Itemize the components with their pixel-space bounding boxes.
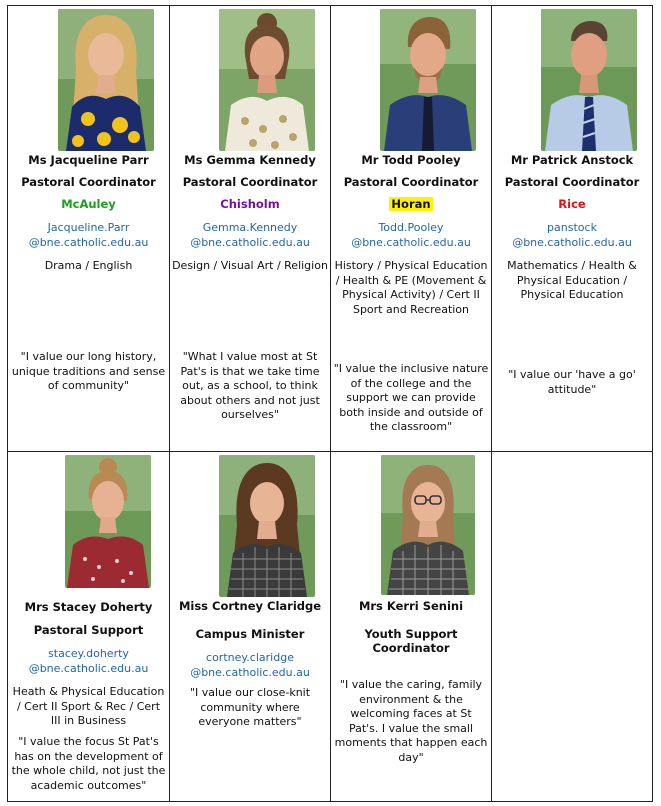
staff-card <box>331 452 492 802</box>
staff-email[interactable] <box>492 220 652 250</box>
staff-quote: "I value the caring, family environment & the welcoming faces at St Pat's. I value the small moments that happen each day" <box>334 678 488 764</box>
house-name: Horan <box>391 197 431 211</box>
staff-subjects: Mathematics / Health & Physical Education / Physical Education <box>507 259 637 301</box>
email-user[interactable]: panstock <box>547 221 597 234</box>
staff-quote: "I value our long history, unique traditions and sense of community" <box>11 350 166 392</box>
staff-card <box>170 6 331 452</box>
staff-email[interactable] <box>170 650 330 680</box>
staff-name: Miss Cortney Claridge <box>178 599 322 613</box>
house-name: Rice <box>558 197 586 211</box>
email-domain[interactable]: @bne.catholic.edu.au <box>190 236 310 249</box>
staff-role: Pastoral Coordinator <box>21 175 156 189</box>
staff-quote: "I value the focus St Pat's has on the development of the whole child, not just the academic outcomes" <box>11 735 166 792</box>
staff-photo-doherty <box>65 455 151 588</box>
staff-photo-senini <box>381 455 475 595</box>
email-domain[interactable]: @bne.catholic.edu.au <box>28 662 149 675</box>
staff-subjects: Heath & Physical Education / Cert II Sport & Rec / Cert III in Business <box>12 685 165 727</box>
staff-card <box>8 452 170 802</box>
staff-subjects: Design / Visual Art / Religion <box>172 259 328 272</box>
staff-photo-anstock <box>541 9 637 151</box>
email-domain[interactable]: @bne.catholic.edu.au <box>351 236 471 249</box>
staff-name: Mrs Kerri Senini <box>358 599 464 613</box>
email-user[interactable]: Jacqueline.Parr <box>47 221 130 234</box>
staff-photo-claridge <box>219 455 315 597</box>
staff-role: Pastoral Support <box>33 623 144 637</box>
staff-card <box>8 6 170 452</box>
staff-card <box>492 6 653 452</box>
email-user[interactable]: stacey.doherty <box>48 647 129 660</box>
house-name: McAuley <box>61 197 116 211</box>
staff-name: Mrs Stacey Doherty <box>24 600 153 614</box>
staff-email[interactable] <box>8 646 169 676</box>
staff-email[interactable] <box>8 220 169 250</box>
staff-name: Ms Gemma Kennedy <box>184 153 316 167</box>
staff-photo-parr <box>58 9 154 151</box>
staff-email[interactable] <box>331 220 491 250</box>
email-domain[interactable]: @bne.catholic.edu.au <box>28 236 149 249</box>
staff-photo-kennedy <box>219 9 315 151</box>
email-user[interactable]: Gemma.Kennedy <box>202 221 298 234</box>
staff-role: Pastoral Coordinator <box>343 175 479 189</box>
staff-subjects: History / Physical Education / Health & PE (Movement & Physical Activity) / Cert II Sport and Recreation <box>334 259 488 316</box>
email-user[interactable]: Todd.Pooley <box>378 221 444 234</box>
house-name: Chisholm <box>220 197 280 211</box>
staff-subjects: Drama / English <box>44 259 133 272</box>
staff-quote: "I value our close-knit community where everyone matters" <box>189 686 311 728</box>
staff-photo-pooley <box>380 9 476 151</box>
email-domain[interactable]: @bne.catholic.edu.au <box>190 666 310 679</box>
staff-name: Ms Jacqueline Parr <box>28 153 149 167</box>
staff-name: Mr Patrick Anstock <box>510 153 634 167</box>
email-user[interactable]: cortney.claridge <box>206 651 294 664</box>
staff-quote: "I value the inclusive nature of the college and the support we can provide both inside and outside of the classroom" <box>333 362 489 433</box>
staff-card <box>331 6 492 452</box>
staff-role: Campus Minister <box>195 627 305 641</box>
staff-card <box>170 452 331 802</box>
staff-name: Mr Todd Pooley <box>361 153 461 167</box>
staff-role: Pastoral Coordinator <box>182 175 318 189</box>
staff-quote: "I value our 'have a go' attitude" <box>508 368 636 396</box>
staff-role: Youth Support Coordinator <box>364 627 458 655</box>
staff-quote: "What I value most at St Pat's is that we take time out, as a school, to think about others and not just ourselves" <box>180 350 320 421</box>
house-badge <box>331 197 491 211</box>
empty-cell <box>492 452 653 802</box>
staff-email[interactable] <box>170 220 330 250</box>
staff-role: Pastoral Coordinator <box>504 175 640 189</box>
email-domain[interactable]: @bne.catholic.edu.au <box>512 236 632 249</box>
staff-table <box>7 5 653 802</box>
